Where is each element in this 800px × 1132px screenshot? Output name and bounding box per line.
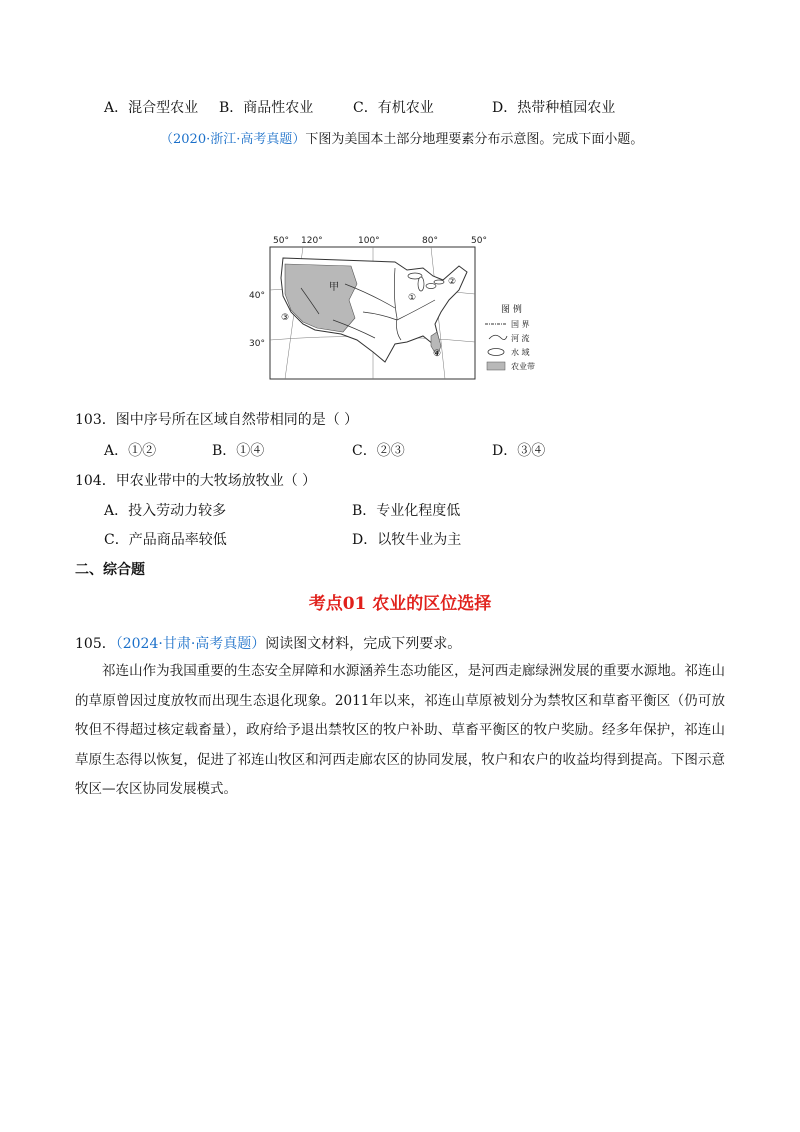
legend-border-label: 国 界 [511, 320, 530, 329]
map-marker-1: ① [408, 293, 417, 303]
intro-line [160, 128, 643, 147]
q104-option-b: B．专业化程度低 [352, 503, 461, 519]
q103-stem: 103．图中序号所在区域自然带相同的是（ ） [75, 412, 359, 428]
q103-option-a: A．①② [104, 443, 157, 459]
usa-map-figure [245, 228, 545, 383]
q105-source: （2024·甘肃·高考真题） [115, 636, 266, 652]
option-a: A．混合型农业 [104, 100, 199, 116]
q104-option-c: C．产品商品率较低 [104, 532, 227, 548]
q104-option-d: D．以牧牛业为主 [352, 532, 462, 548]
map-top-label: 120° [301, 236, 323, 246]
legend-farm-item [487, 361, 535, 371]
legend-water-label: 水 域 [511, 348, 530, 357]
legend-river-label: 河 流 [511, 334, 530, 343]
intro-source: （2020·浙江·高考真题） [160, 132, 306, 147]
legend-title: 图 例 [501, 305, 522, 315]
map-marker-2: ② [448, 277, 457, 287]
map-left-label: 30° [249, 339, 265, 349]
section-title: 二、综合题 [75, 562, 145, 578]
map-top-label: 80° [422, 236, 438, 246]
topic-title: 考点01 农业的区位选择 [308, 594, 492, 614]
map-left-label: 40° [249, 291, 265, 301]
q105-material-paragraph: 祁连山作为我国重要的生态安全屏障和水源涵养生态功能区，是河西走廊绿洲发展的重要水源地。祁连山的草原曾因过度放牧而出现生态退化现象。2011年以来，祁连山草原被划分为禁牧区和草畜平衡区（仍可放牧但不得超过核定载畜量），政府给予退出禁牧区的牧户补助、草畜平衡区的牧户奖励。经多年保护，祁连山草原生态得以恢复，促进了祁连山牧区和河西走廊农区的协同发展，牧户和农户的收益均得到提高。下图示意牧区—农区协同发展模式。 [75, 663, 725, 797]
q105-instruction: 阅读图文材料，完成下列要求。 [265, 636, 462, 652]
map-top-label: 50° [471, 236, 487, 246]
q104-stem: 104．甲农业带中的大牧场放牧业（ ） [75, 473, 317, 489]
q103-option-d: D．③④ [492, 443, 546, 459]
q105-header [75, 633, 461, 653]
intro-text: 下图为美国本土部分地理要素分布示意图。完成下面小题。 [305, 132, 644, 147]
q105-number: 105． [75, 636, 116, 652]
map-region-label: 甲 [329, 282, 339, 293]
legend-river-item [489, 333, 530, 343]
q103-option-c: C．②③ [352, 443, 405, 459]
map-top-label: 50° [273, 236, 289, 246]
q103-option-b: B．①④ [212, 443, 265, 459]
option-c: C．有机农业 [353, 100, 434, 116]
map-top-label: 100° [358, 236, 380, 246]
option-b: B．商品性农业 [219, 100, 314, 116]
option-d: D．热带种植园农业 [492, 100, 616, 116]
map-marker-4: ④ [433, 349, 442, 359]
map-marker-3: ③ [281, 313, 290, 323]
q104-option-a: A．投入劳动力较多 [104, 503, 227, 519]
legend-border-item [485, 320, 530, 329]
legend-farm-label: 农业带 [511, 362, 535, 371]
legend-water-item [488, 347, 530, 357]
